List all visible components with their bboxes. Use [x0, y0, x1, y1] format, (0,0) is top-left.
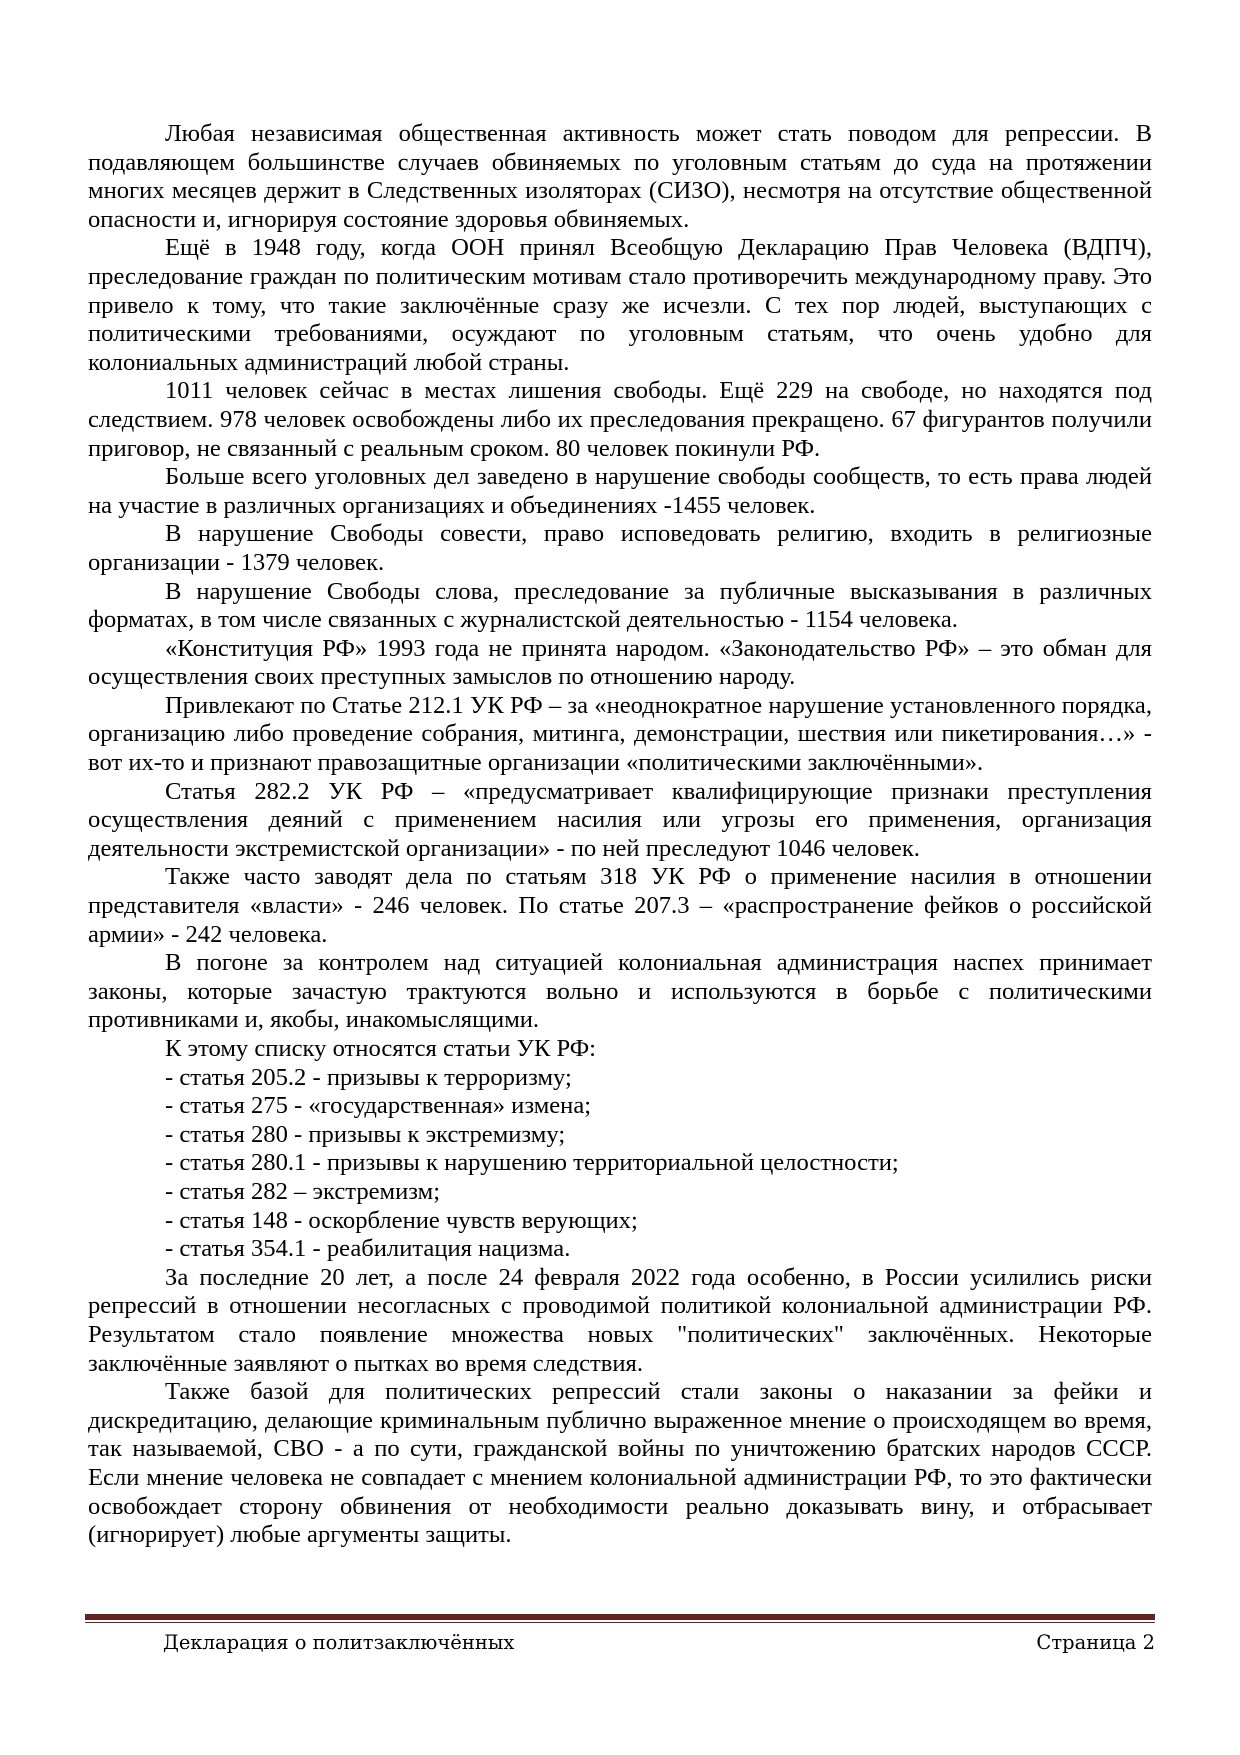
paragraph: «Конституция РФ» 1993 года не принята народом. «Законодательство РФ» – это обман для осуществления своих преступных замыслов по отношению народу. [88, 634, 1152, 691]
footer-rule-thick [85, 1614, 1155, 1620]
paragraph: Статья 282.2 УК РФ – «предусматривает квалифицирующие признаки преступления осуществления деяний с применением насилия или угрозы его применения, организация деятельности экстремистской организации» - по ней преследуют 1046 человек. [88, 777, 1152, 862]
paragraph: За последние 20 лет, а после 24 февраля 2022 года особенно, в России усилились риски репрессий в отношении несогласных с проводимой политикой колониальной администрации РФ. Результатом стало появление множества новых "политических" заключённых. Некоторые заключённые заявляют о пытках во время следствия. [88, 1263, 1152, 1377]
paragraph: В нарушение Свободы совести, право исповедовать религию, входить в религиозные организации - 1379 человек. [88, 520, 1152, 576]
list-item: - статья 275 - «государственная» измена; [165, 1092, 592, 1120]
paragraph: Любая независимая общественная активность может стать поводом для репрессии. В подавляющем большинстве случаев обвиняемых по уголовным статьям до суда на протяжении многих месяцев держит в Следственных изоляторах (СИЗО), несмотря на отсутствие общественной опасности и, игнорируя состояние здоровья обвиняемых. [88, 120, 1152, 233]
list-item: - статья 354.1 - реабилитация нацизма. [165, 1235, 571, 1263]
document-body [88, 120, 1152, 1550]
paragraph: В нарушение Свободы слова, преследование за публичные высказывания в различных форматах, в том числе связанных с журналистской деятельностью - 1154 человека. [88, 577, 1152, 634]
paragraph: Привлекают по Статье 212.1 УК РФ – за «неоднократное нарушение установленного порядка, организацию либо проведение собрания, митинга, демонстрации, шествия или пикетирования…» - вот их-то и признают правозащитные организации «политическими заключёнными». [88, 691, 1152, 777]
list-item: - статья 205.2 - призывы к терроризму; [165, 1063, 572, 1091]
paragraph: Также базой для политических репрессий стали законы о наказании за фейки и дискредитацию, делающие криминальным публично выраженное мнение о происходящем во время, так называемой, СВО - а по сути, гражданской войны по уничтожению братских народов СССР. Если мнение человека не совпадает с мнением колониальной администрации РФ, то это фактически освобождает сторону обвинения от необходимости реально доказывать вину, и отбрасывает (игнорирует) любые аргументы защиты. [88, 1378, 1152, 1549]
footer-page-number: Страница 2 [1036, 1631, 1155, 1654]
list-item: - статья 148 - оскорбление чувств верующих; [165, 1206, 638, 1234]
footer-rule-thin [85, 1622, 1155, 1623]
paragraph: Также часто заводят дела по статьям 318 УК РФ о применение насилия в отношении представителя «власти» - 246 человек. По статье 207.3 – «распространение фейков о российской армии» - 242 человека. [88, 863, 1152, 948]
paragraph: Ещё в 1948 году, когда ООН принял Всеобщую Декларацию Прав Человека (ВДПЧ), преследование граждан по политическим мотивам стало противоречить международному праву. Это привело к тому, что такие заключённые сразу же исчезли. С тех пор людей, выступающих с политическими требованиями, осуждают по уголовным статьям, что очень удобно для колониальных администраций любой страны. [88, 234, 1152, 376]
list-intro: К этому списку относятся статьи УК РФ: [165, 1035, 597, 1062]
paragraph: Больше всего уголовных дел заведено в нарушение свободы сообществ, то есть права людей на участие в различных организациях и объединениях -1455 человек. [88, 463, 1152, 519]
list-item: - статья 280.1 - призывы к нарушению территориальной целостности; [165, 1149, 899, 1177]
paragraph: В погоне за контролем над ситуацией колониальная администрация наспех принимает законы, которые зачастую трактуются вольно и используются в борьбе с политическими противниками и, якобы, инакомыслящими. [88, 949, 1152, 1034]
paragraph: 1011 человек сейчас в местах лишения свободы. Ещё 229 на свободе, но находятся под следствием. 978 человек освобождены либо их преследования прекращено. 67 фигурантов получили приговор, не связанный с реальным сроком. 80 человек покинули РФ. [88, 377, 1152, 462]
list-item: - статья 282 – экстремизм; [165, 1177, 441, 1205]
list-item: - статья 280 - призывы к экстремизму; [165, 1120, 566, 1148]
footer-document-title: Декларация о политзаключённых [163, 1631, 515, 1654]
